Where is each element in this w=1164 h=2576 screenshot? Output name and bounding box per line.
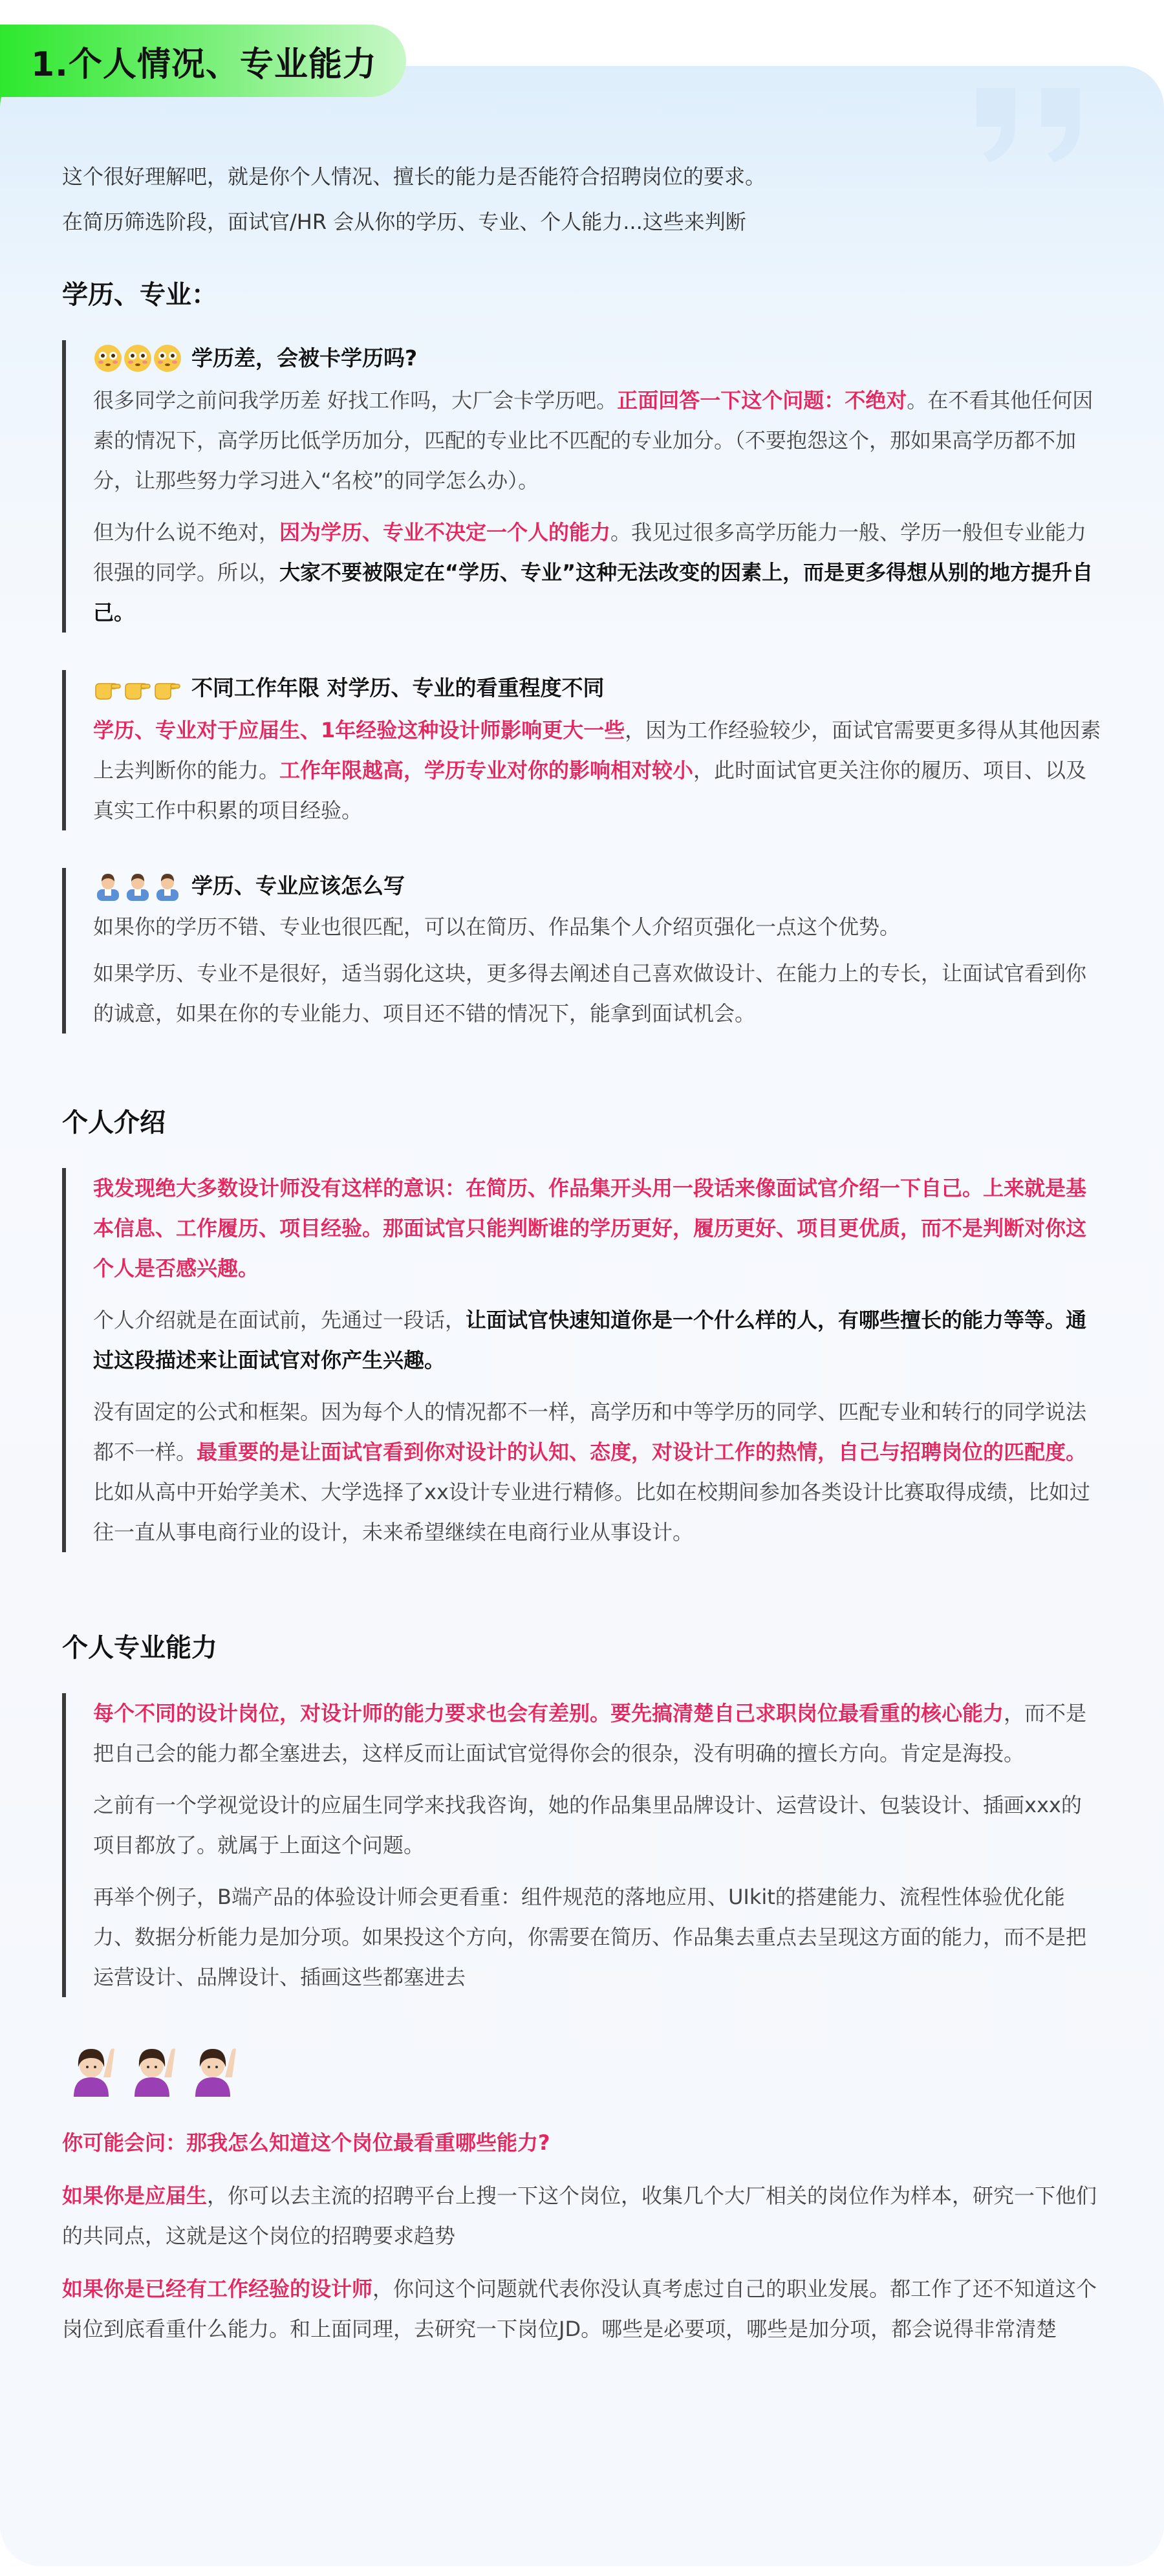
intro [62,154,1102,244]
question-title-text: 不同工作年限 对学历、专业的看重程度不同 [191,675,605,700]
body-text: 。在不看其他任何因素的情况下，高学历比低学历加分，匹配的专业比不匹配的专业加分。（不要抱怨这个，那如果高学历都不加分，让那些努力学习进入“名校”的同学怎么办）。 [93,388,1094,493]
highlight-text: 如果你是已经有工作经验的设计师 [62,2277,373,2301]
body-text: 比如从高中开始学美术、大学选择了xx设计专业进行精修。比如在校期间参加各类设计比赛取得成绩，比如过往一直从事电商行业的设计，未来希望继续在电商行业从事设计。 [93,1480,1090,1544]
body-text: 没有固定的公式和框架。因为每个人的情况都不一样，高学历和中等学历的同学、匹配专业和转行的同学说法都不一样。 [93,1400,1087,1464]
intro-paragraph [93,1300,1102,1380]
question-paragraph [93,710,1102,830]
body-text: ，你问这个问题就代表你没认真考虑过自己的职业发展。都工作了还不知道这个岗位到底看重什么能力。和上面同理，去研究一下岗位JD。哪些是必要项，哪些是加分项，都会说得非常清楚 [62,2277,1097,2341]
highlight-text: 我发现绝大多数设计师没有这样的意识：在简历、作品集开头用一段话来像面试官介绍一下自己。上来就是基本信息、工作履历、项目经验。那面试官只能判断谁的学历更好，履历更好、项目更优质，而不是判断对你这个人是否感兴趣。 [93,1176,1087,1281]
education-question-block [62,340,1102,633]
body-text: 个人介绍就是在面试前，先通过一段话， [93,1308,466,1332]
body-text: ，此时面试官更关注你的履历、项目、以及真实工作中积累的项目经验。 [93,758,1087,823]
woman-raising-hand-icon [62,2039,1102,2097]
intro-paragraph [93,1168,1102,1288]
question-paragraph [93,512,1102,633]
quote-mark-icon [964,75,1106,166]
ability-heading: 个人专业能力 [62,1633,217,1663]
education-question-block [62,670,1102,830]
ability-paragraph [93,1785,1102,1865]
highlight-text: 正面回答一下这个问题：不绝对 [617,388,907,413]
personal-intro-heading: 个人介绍 [62,1108,166,1138]
question-paragraph [93,380,1102,501]
highlight-text: 因为学历、专业不决定一个人的能力 [279,520,611,545]
body-text: 如果学历、专业不是很好，适当弱化这块，更多得去阐述自己喜欢做设计、在能力上的专长，让面试官看到你的诚意，如果在你的专业能力、项目还不错的情况下，能拿到面试机会。 [93,961,1087,1026]
question-paragraph [93,953,1102,1034]
bold-text: 大家不要被限定在“学历、专业”这种无法改变的因素上，而是更多得想从别的地方提升自己。 [93,560,1094,625]
body-text: 很多同学之前问我学历差 好找工作吗，大厂会卡学历吧。 [93,388,618,413]
body-text: ，而不是把自己会的能力都全塞进去，这样反而让面试官觉得你会的很杂，没有明确的擅长方向。肯定是海投。 [93,1701,1087,1766]
flushed-face-icon [93,343,182,373]
education-heading: 学历、专业： [62,280,217,310]
body-text: 如果你的学历不错、专业也很匹配，可以在简历、作品集个人介绍页强化一点这个优势。 [93,915,901,939]
pointing-hand-icon [93,673,182,703]
education-question-block [62,868,1102,1034]
question-title-text: 学历、专业应该怎么写 [191,873,405,898]
section-title: 1.个人情况、专业能力 [31,45,377,84]
highlight-text: 每个不同的设计岗位，对设计师的能力要求也会有差别。要先搞清楚自己求职岗位最看重的核心能力 [93,1701,1004,1726]
intro-line: 这个很好理解吧，就是你个人情况、擅长的能力是否能符合招聘岗位的要求。 [62,164,766,189]
faq-question: 你可能会问：那我怎么知道这个岗位最看重哪些能力? [62,2130,550,2155]
body-text: 但为什么说不绝对， [93,520,280,545]
highlight-text: 工作年限越高，学历专业对你的影响相对较小 [279,758,694,783]
question-paragraph [93,907,1102,947]
body-text: 之前有一个学视觉设计的应届生同学来找我咨询，她的作品集里品牌设计、运营设计、包装设计、插画xxx的项目都放了。就属于上面这个问题。 [93,1793,1082,1857]
faq-answer [62,2269,1102,2349]
ability-block [62,1693,1102,1997]
faq-answer [62,2176,1102,2256]
article-content [62,154,1102,2349]
highlight-text: 学历、专业对于应届生、1年经验这种设计师影响更大一些 [93,718,625,742]
bold-text: 让面试官快速知道你是一个什么样的人，有哪些擅长的能力等等。通过这段描述来让面试官对你产生兴趣。 [93,1308,1087,1372]
ability-paragraph [93,1693,1102,1773]
highlight-text: 最重要的是让面试官看到你对设计的认知、态度，对设计工作的热情，自己与招聘岗位的匹配度。 [197,1440,1087,1464]
question-title [93,670,1102,706]
body-text: 。我见过很多高学历能力一般、学历一般但专业能力很强的同学。所以， [93,520,1087,585]
body-text: ，因为工作经验较少，面试官需要更多得从其他因素上去判断你的能力。 [93,718,1101,783]
intro-paragraph [93,1392,1102,1552]
highlight-text: 如果你是应届生 [62,2183,208,2208]
question-title [93,868,1102,904]
personal-intro-block [62,1168,1102,1552]
body-text: ，你可以去主流的招聘平台上搜一下这个岗位，收集几个大厂相关的岗位作为样本，研究一下他们的共同点，这就是这个岗位的招聘要求趋势 [62,2183,1097,2248]
person-tipping-hand-icon [93,871,182,901]
intro-line: 在简历筛选阶段，面试官/HR 会从你的学历、专业、个人能力...这些来判断 [62,210,746,234]
ability-paragraph [93,1877,1102,1997]
question-title-text: 学历差，会被卡学历吗? [191,345,418,371]
section-title-badge [0,25,406,97]
body-text: 再举个例子，B端产品的体验设计师会更看重：组件规范的落地应用、UIkit的搭建能力、流程性体验优化能力、数据分析能力是加分项。如果投这个方向，你需要在简历、作品集去重点去呈现这方面的能力，而不是把运营设计、品牌设计、插画这些都塞进去 [93,1885,1087,1989]
question-title [93,340,1102,376]
